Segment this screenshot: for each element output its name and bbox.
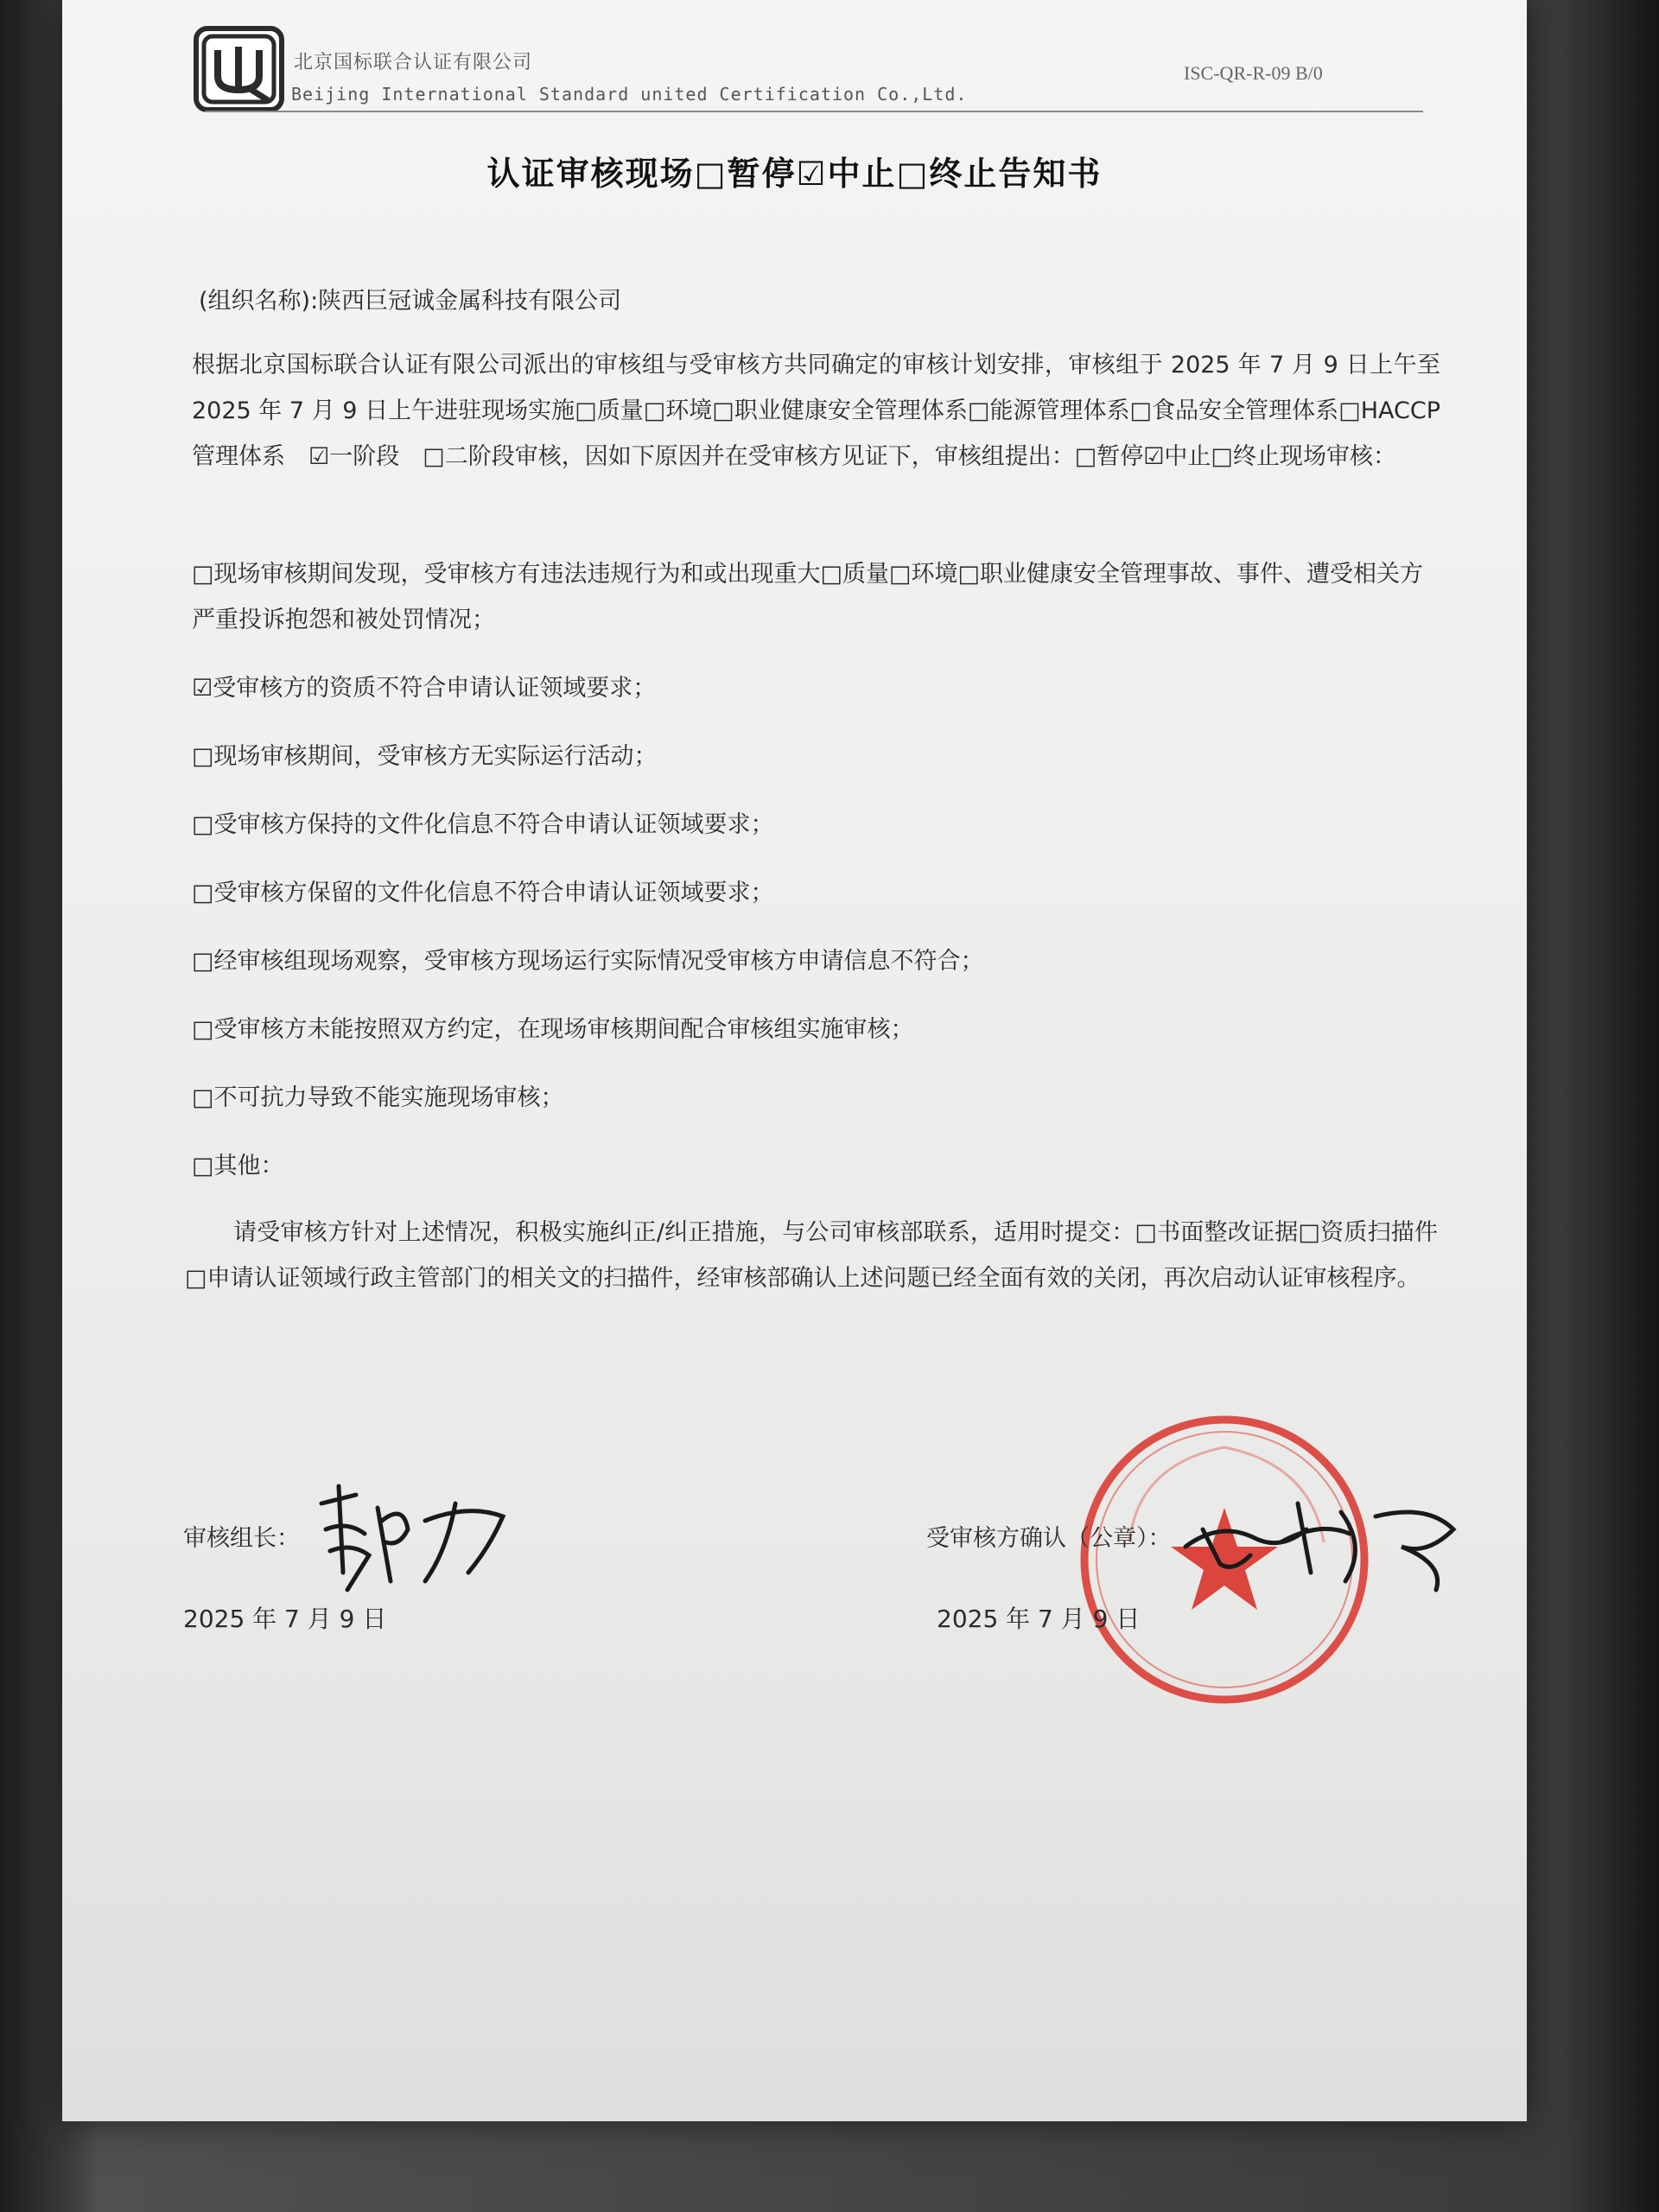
reason-item: □经审核组现场观察，受审核方现场运行实际情况受审核方申请信息不符合； [192, 948, 984, 975]
header-divider [205, 111, 1423, 112]
instruction-paragraph: 请受审核方针对上述情况，积极实施纠正/纠正措施，与公司审核部联系，适用时提交：□书面整改证据□资质扫描件□申请认证领域行政主管部门的相关文的扫描件，经审核部确认上述问题已经全面有效的关闭，再次启动认证审核程序。 [185, 1219, 1438, 1292]
organization-name: (组织名称):陕西巨冠诚金属科技有限公司 [199, 288, 622, 315]
reason-item: □其他： [192, 1153, 284, 1179]
company-name-cn: 北京国标联合认证有限公司 [294, 52, 533, 73]
auditee-date: 2025 年 7 月 9 日 [937, 1605, 1141, 1633]
auditee-signature-icon [1168, 1469, 1479, 1599]
document-page [62, 0, 1527, 2121]
notice-paragraph: 根据北京国标联合认证有限公司派出的审核组与受审核方共同确定的审核计划安排，审核组于 2025 年 7 月 9 日上午至 2025 年 7 月 9 日上午进驻现场实施□质量□环境□职业健康安全管理体系□能源管理体系□食品安全管理体系□HACCP 管理体系 ☑一阶段 □二阶段审核，因如下原因并在受审核方见证下，审核组提出：□暂停☑中止□终止现场审核： [192, 352, 1440, 470]
auditor-signature-icon [296, 1469, 520, 1599]
reason-item: □受审核方未能按照双方约定，在现场审核期间配合审核组实施审核； [192, 1016, 914, 1043]
reason-item: □受审核方保留的文件化信息不符合申请认证领域要求； [192, 880, 774, 906]
reason-item: ☑受审核方的资质不符合申请认证领域要求； [192, 675, 657, 702]
reason-item: □受审核方保持的文件化信息不符合申请认证领域要求； [192, 811, 774, 838]
company-logo [194, 26, 284, 112]
reason-item: □现场审核期间发现，受审核方有违法违规行为和或出现重大□质量□环境□职业健康安全管理事故、事件、遭受相关方严重投诉抱怨和被处罚情况； [192, 561, 1424, 633]
document-title: 认证审核现场□暂停☑中止□终止告知书 [486, 155, 1103, 193]
document-code: ISC-QR-R-09 B/0 [1184, 62, 1323, 84]
company-name-en: Beijing International Standard united Certification Co.,Ltd. [291, 84, 968, 105]
auditor-date: 2025 年 7 月 9 日 [183, 1605, 387, 1633]
auditee-confirm-label: 受审核方确认（公章）： [926, 1525, 1172, 1552]
reason-list [192, 551, 1440, 1211]
auditor-label: 审核组长： [183, 1525, 300, 1552]
reason-item: □现场审核期间，受审核方无实际运行活动； [192, 743, 658, 770]
reason-item: □不可抗力导致不能实施现场审核； [192, 1084, 564, 1111]
